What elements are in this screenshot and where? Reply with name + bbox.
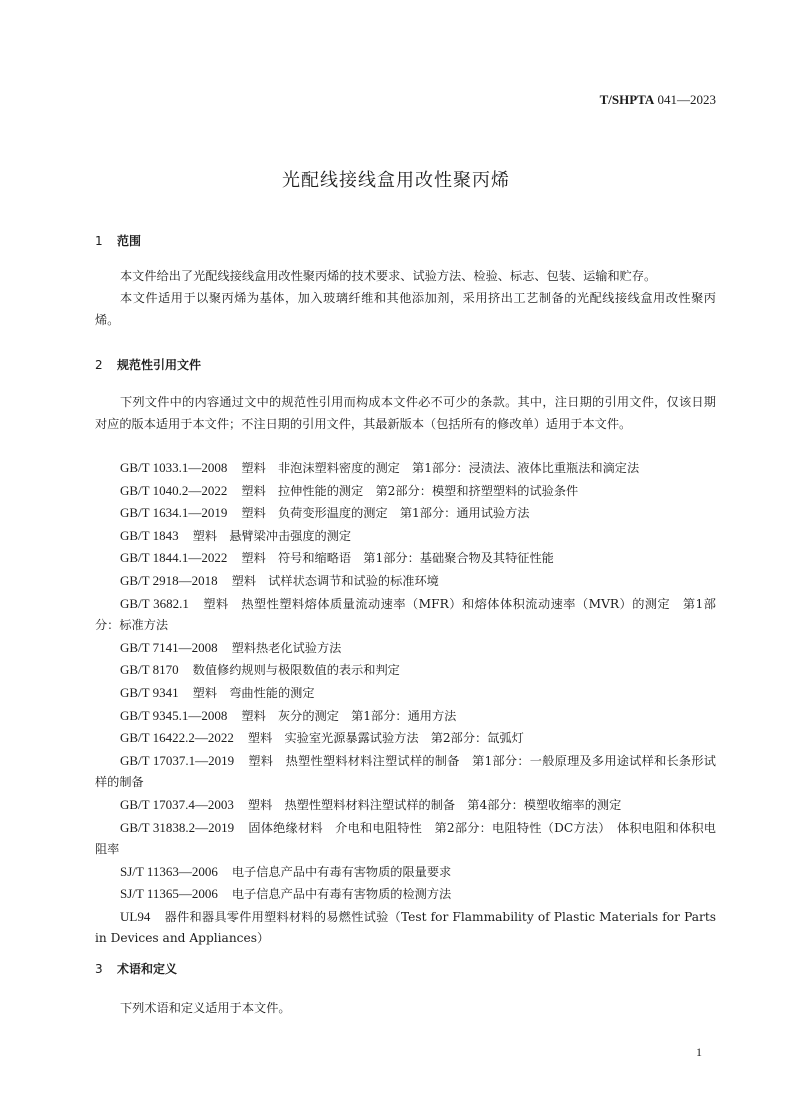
reference-item bbox=[95, 525, 716, 548]
reference-item bbox=[95, 861, 716, 884]
reference-code: GB/T 17037.1—2019 bbox=[120, 752, 235, 768]
reference-item bbox=[95, 593, 716, 637]
reference-code: SJ/T 11363—2006 bbox=[120, 863, 218, 879]
reference-title: 塑料 非泡沫塑料密度的测定 第1部分：浸渍法、液体比重瓶法和滴定法 bbox=[241, 461, 640, 475]
section-title: 规范性引用文件 bbox=[117, 358, 202, 372]
normative-references-intro: 下列文件中的内容通过文中的规范性引用而构成本文件必不可少的条款。其中，注日期的引用文件，仅该日期对应的版本适用于本文件；不注日期的引用文件，其最新版本（包括所有的修改单）适用于本文件。 bbox=[95, 395, 716, 431]
page-number: 1 bbox=[696, 1045, 702, 1059]
reference-title: 塑料 实验室光源暴露试验方法 第2部分：氙弧灯 bbox=[247, 731, 524, 746]
reference-item bbox=[95, 817, 716, 861]
reference-code: GB/T 1040.2—2022 bbox=[120, 482, 228, 498]
reference-item bbox=[95, 705, 716, 728]
reference-code: GB/T 1843 bbox=[120, 527, 179, 543]
document-org-code: T/SHPTA bbox=[599, 92, 655, 107]
reference-item bbox=[95, 637, 716, 660]
reference-code: GB/T 1634.1—2019 bbox=[120, 505, 228, 521]
scope-paragraph-1: 本文件给出了光配线接线盒用改性聚丙烯的技术要求、试验方法、检验、标志、包装、运输和贮存。 bbox=[120, 269, 657, 283]
reference-title: 塑料 拉伸性能的测定 第2部分：模塑和挤塑塑料的试验条件 bbox=[241, 483, 579, 498]
reference-code: GB/T 16422.2—2022 bbox=[120, 730, 234, 746]
section-1-heading bbox=[95, 232, 141, 249]
reference-code: GB/T 7141—2008 bbox=[120, 639, 218, 655]
reference-item bbox=[95, 480, 716, 503]
reference-code: UL94 bbox=[120, 908, 151, 924]
reference-title: 塑料 热塑性塑料熔体质量流动速率（MFR）和熔体体积流动速率（MVR）的测定 第1部分：标准方法 bbox=[95, 596, 716, 633]
reference-title: 器件和器具零件用塑料材料的易燃性试验（Test for Flammability of Plastic Materials for Parts in Devices and Appliances） bbox=[95, 909, 716, 946]
reference-item bbox=[95, 883, 716, 906]
section-2-heading bbox=[95, 356, 201, 373]
section-number: 2 bbox=[95, 358, 103, 372]
reference-title: 塑料 热塑性塑料材料注塑试样的制备 第4部分：模塑收缩率的测定 bbox=[247, 797, 622, 812]
reference-title: 塑料热老化试验方法 bbox=[231, 640, 342, 655]
reference-item bbox=[95, 682, 716, 705]
reference-title: 电子信息产品中有毒有害物质的限量要求 bbox=[231, 864, 452, 879]
reference-code: GB/T 9345.1—2008 bbox=[120, 707, 228, 723]
scope-paragraph-2: 本文件适用于以聚丙烯为基体，加入玻璃纤维和其他添加剂，采用挤出工艺制备的光配线接线盒用改性聚丙烯。 bbox=[95, 291, 716, 327]
reference-code: GB/T 17037.4—2003 bbox=[120, 796, 234, 812]
reference-item bbox=[95, 750, 716, 794]
reference-title: 塑料 灰分的测定 第1部分：通用方法 bbox=[241, 708, 457, 723]
document-title: 光配线接线盒用改性聚丙烯 bbox=[282, 170, 510, 191]
reference-list bbox=[95, 457, 716, 950]
reference-code: GB/T 9341 bbox=[120, 684, 179, 700]
reference-title: 电子信息产品中有毒有害物质的检测方法 bbox=[231, 887, 452, 902]
reference-item bbox=[95, 547, 716, 570]
section-number: 1 bbox=[95, 234, 103, 248]
reference-item bbox=[95, 727, 716, 750]
reference-code: GB/T 8170 bbox=[120, 662, 179, 678]
reference-title: 塑料 试样状态调节和试验的标准环境 bbox=[231, 573, 439, 588]
reference-item bbox=[95, 502, 716, 525]
reference-code: GB/T 2918—2018 bbox=[120, 572, 218, 588]
reference-title: 塑料 悬臂梁冲击强度的测定 bbox=[192, 528, 352, 543]
terms-intro-paragraph: 下列术语和定义适用于本文件。 bbox=[120, 1001, 291, 1015]
reference-item bbox=[95, 570, 716, 593]
section-3-heading bbox=[95, 960, 177, 977]
section-title: 范围 bbox=[117, 234, 142, 248]
reference-title: 塑料 热塑性塑料材料注塑试样的制备 第1部分：一般原理及多用途试样和长条形试样的制备 bbox=[95, 753, 716, 790]
reference-item bbox=[95, 794, 716, 817]
document-number: 041—2023 bbox=[657, 92, 716, 107]
reference-title: 数值修约规则与极限数值的表示和判定 bbox=[192, 663, 400, 678]
reference-title: 塑料 符号和缩略语 第1部分：基础聚合物及其特征性能 bbox=[241, 551, 554, 566]
reference-code: GB/T 1033.1—2008 bbox=[120, 460, 228, 475]
reference-title: 塑料 弯曲性能的测定 bbox=[192, 685, 315, 700]
section-number: 3 bbox=[95, 962, 103, 976]
reference-item bbox=[95, 906, 716, 950]
section-title: 术语和定义 bbox=[117, 962, 178, 976]
reference-code: GB/T 31838.2—2019 bbox=[120, 819, 235, 835]
document-code bbox=[600, 92, 716, 108]
reference-code: GB/T 3682.1 bbox=[120, 595, 189, 611]
reference-item bbox=[95, 659, 716, 682]
reference-item bbox=[95, 457, 716, 480]
reference-code: GB/T 1844.1—2022 bbox=[120, 550, 228, 566]
reference-code: SJ/T 11365—2006 bbox=[120, 886, 218, 902]
reference-title: 塑料 负荷变形温度的测定 第1部分：通用试验方法 bbox=[241, 506, 530, 521]
reference-title: 固体绝缘材料 介电和电阻特性 第2部分：电阻特性（DC方法） 体积电阻和体积电阻率 bbox=[95, 820, 716, 857]
